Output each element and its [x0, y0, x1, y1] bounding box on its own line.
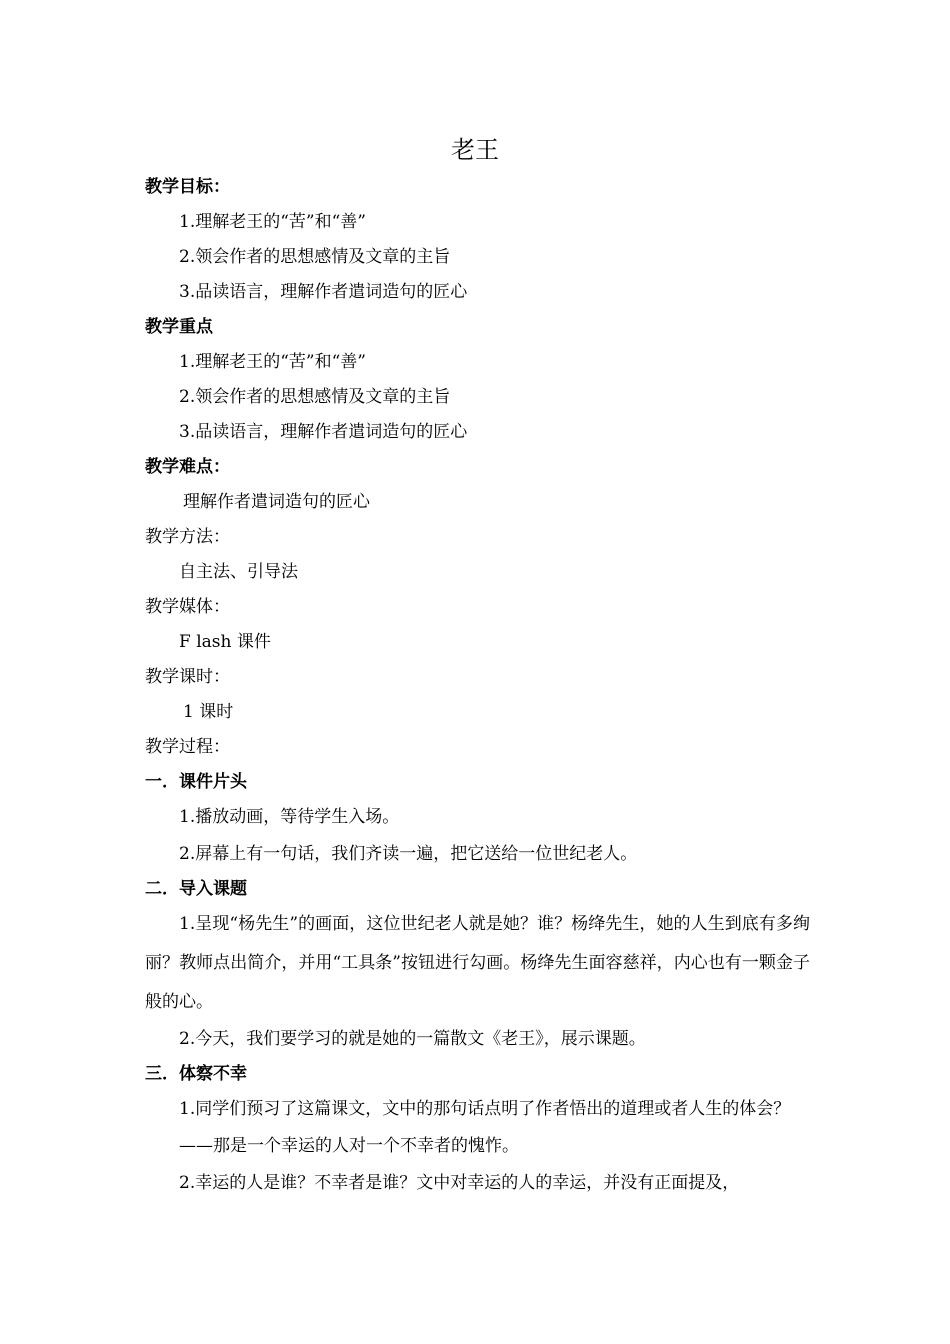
method-text: 自主法、引导法 [179, 562, 298, 582]
method-heading: 教学方法： [145, 527, 230, 547]
objectives-heading: 教学目标： [145, 177, 230, 197]
section-paragraph: ——那是一个幸运的人对一个不幸者的愧怍。 [179, 1136, 519, 1156]
key-point-item: 2.领会作者的思想感情及文章的主旨 [179, 387, 451, 407]
section-heading: 二．导入课题 [145, 879, 247, 899]
section-paragraph: 2.今天，我们要学习的就是她的一篇散文《老王》，展示课题。 [179, 1029, 646, 1049]
media-heading: 教学媒体： [145, 597, 230, 617]
objective-item: 1.理解老王的“苦”和“善” [179, 212, 366, 232]
process-heading: 教学过程： [145, 737, 230, 757]
document-title: 老王 [451, 136, 499, 164]
section-paragraph: 2.幸运的人是谁？不幸者是谁？文中对幸运的人的幸运，并没有正面提及， [179, 1173, 740, 1193]
key-points-heading: 教学重点 [145, 317, 213, 337]
hours-text: 1 课时 [183, 702, 234, 722]
section-paragraph: 1.同学们预习了这篇课文，文中的那句话点明了作者悟出的道理或者人生的体会？ [179, 1099, 791, 1119]
hours-heading: 教学课时： [145, 667, 230, 687]
key-point-item: 3.品读语言，理解作者遣词造句的匠心 [179, 422, 468, 442]
section-heading: 一．课件片头 [145, 772, 247, 792]
section-paragraph: 1.播放动画，等待学生入场。 [179, 807, 400, 827]
objective-item: 2.领会作者的思想感情及文章的主旨 [179, 247, 451, 267]
section-paragraph: 2.屏幕上有一句话，我们齐读一遍，把它送给一位世纪老人。 [179, 844, 638, 864]
objective-item: 3.品读语言，理解作者遣词造句的匠心 [179, 282, 468, 302]
difficulty-heading: 教学难点： [145, 457, 230, 477]
section-paragraph: 1.呈现“杨先生”的画面，这位世纪老人就是她？谁？杨绛先生，她的人生到底有多绚丽？教师点出简介，并用“工具条”按钮进行勾画。杨绛先生面容慈祥，内心也有一颗金子般的心。 [145, 914, 810, 1012]
key-point-item: 1.理解老王的“苦”和“善” [179, 352, 366, 372]
media-text: F lash 课件 [179, 632, 271, 652]
section-heading: 三．体察不幸 [145, 1064, 247, 1084]
document-body [145, 170, 810, 1201]
difficulty-text: 理解作者遣词造句的匠心 [183, 492, 370, 512]
